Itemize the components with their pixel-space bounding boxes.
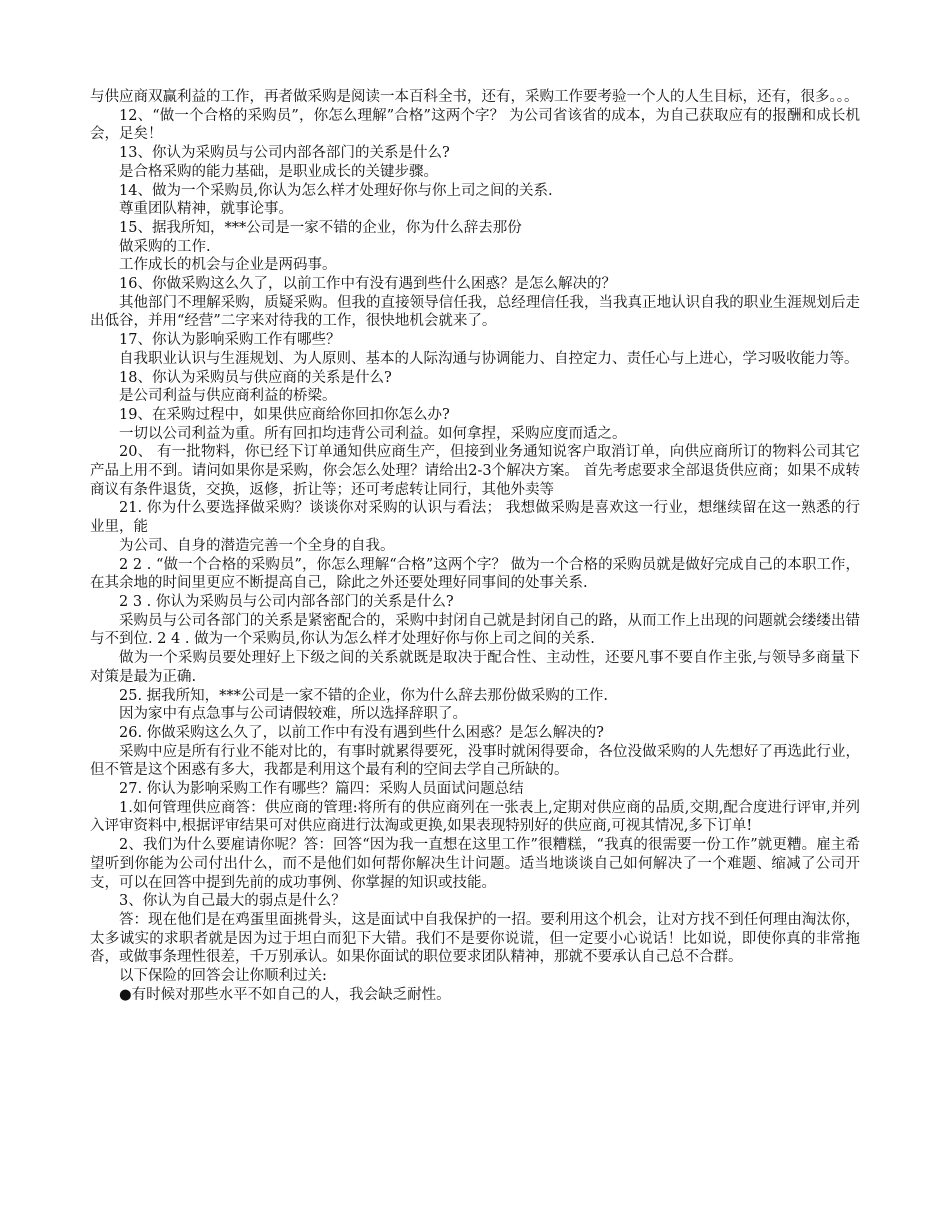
paragraph: 做采购的工作. xyxy=(119,238,211,255)
paragraph: 26. 你做采购这么久了，以前工作中有没有遇到些什么困惑？是怎么解决的? xyxy=(119,724,604,741)
paragraph: 17、你认为影响采购工作有哪些？ xyxy=(119,332,341,349)
paragraph: 答：现在他们是在鸡蛋里面挑骨头，这是面试中自我保护的一招。要利用这个机会，让对方找不到任何理由淘汰你，太多诚实的求职者就是因为过于坦白而犯下大错。我们不是要你说谎，但一定要小心说话！比如说，即使你真的非常拖沓，或做事条理性很差，千万别承认。如果你面试的职位要求团队精神，那就不要承认自己总不合群。 xyxy=(90,911,860,966)
paragraph: 19、在采购过程中，如果供应商给你回扣你怎么办? xyxy=(119,406,450,423)
paragraph: 14、做为一个采购员,你认为怎么样才处理好你与你上司之间的关系. xyxy=(119,182,553,199)
paragraph: 18、你认为采购员与供应商的关系是什么? xyxy=(119,369,392,386)
paragraph: 3、你认为自己最大的弱点是什么？ xyxy=(119,893,346,910)
paragraph: 27. 你认为影响采购工作有哪些？篇四：采购人员面试问题总结 xyxy=(119,781,524,798)
paragraph: 2 3 . 你认为采购员与公司内部各部门的关系是什么? xyxy=(119,593,454,610)
paragraph: 21. 你为什么要选择做采购？谈谈你对采购的认识与看法； 我想做采购是喜欢这一行业，想继续留在这一熟悉的行业里，能 xyxy=(90,500,860,536)
paragraph: 2、我们为什么要雇请你呢？答：回答“因为我一直想在这里工作”很糟糕，“我真的很需要一份工作”就更糟。雇主希望听到你能为公司付出什么，而不是他们如何帮你解决生计问题。适当地谈谈自己如何解决了一个难题、缩减了公司开支，可以在回答中提到先前的成功事例、你掌握的知识或技能。 xyxy=(90,837,860,891)
paragraph: 自我职业认识与生涯规划、为人原则、基本的人际沟通与协调能力、自控定力、责任心与上进心，学习吸收能力等。 xyxy=(119,350,859,367)
paragraph: 做为一个采购员要处理好上下级之间的关系就既是取决于配合性、主动性，还要凡事不要自作主张,与领导多商量下对策是最为正确. xyxy=(90,650,860,685)
paragraph: 是公司利益与供应商利益的桥梁。 xyxy=(119,388,337,405)
paragraph: 16、你做采购这么久了，以前工作中有没有遇到些什么困惑？是怎么解决的？ xyxy=(119,276,616,293)
paragraph: 其他部门不理解采购，质疑采购。但我的直接领导信任我，总经理信任我，当我真正地认识自我的职业生涯规划后走出低谷，并用“经营”二字来对待我的工作，很快地机会就来了。 xyxy=(90,294,860,330)
paragraph: 25. 据我所知，***公司是一家不错的企业，你为什么辞去那份做采购的工作. xyxy=(119,687,609,704)
paragraph: 工作成长的机会与企业是两码事。 xyxy=(119,257,337,274)
paragraph: 是合格采购的能力基础，是职业成长的关键步骤。 xyxy=(119,163,438,180)
paragraph: 尊重团队精神，就事论事。 xyxy=(119,201,293,218)
paragraph: 与供应商双赢利益的工作，再者做采购是阅读一本百科全书，还有，采购工作要考验一个人的人生目标，还有，很多。。。 xyxy=(90,89,859,105)
paragraph: 采购员与公司各部门的关系是紧密配合的，采购中封闭自己就是封闭自己的路，从而工作上出现的问题就会缕缕出错与不到位. 2 4 . 做为一个采购员,你认为怎么样才处理好你与你上司之间的关系. xyxy=(90,612,860,648)
paragraph: 以下保险的回答会让你顺利过关: xyxy=(119,968,327,985)
paragraph: 为公司、自身的潜造完善一个全身的自我。 xyxy=(119,537,395,554)
paragraph: 2 2 . “做一个合格的采购员”，你怎么理解“合格”这两个字？ 做为一个合格的采购员就是做好完成自己的本职工作，在其余地的时间里更应不断提高自己，除此之外还要处理好同事间的处事关系. xyxy=(90,556,860,592)
paragraph: 一切以公司利益为重。所有回扣均违背公司利益。如何拿捏，采购应度而适之。 xyxy=(119,425,627,442)
paragraph: 20、 有一批物料，你已经下订单通知供应商生产，但接到业务通知说客户取消订单，向供应商所订的物料公司其它产品上用不到。请问如果你是采购，你会怎么处理？请给出2-3个解决方案。 首先考虑要求全部退货供应商；如果不成转商议有条件退货，交换，返修，折让等；还可考虑转让同行，其他外卖等 xyxy=(90,444,860,498)
paragraph: 12、“做一个合格的采购员”，你怎么理解”合格”这两个字？ 为公司省该省的成本，为自己获取应有的报酬和成长机会，足矣！ xyxy=(90,107,860,143)
paragraph: 1.如何管理供应商答：供应商的管理:将所有的供应商列在一张表上,定期对供应商的品质,交期,配合度进行评审,并列入评审资料中,根据评审结果可对供应商进行汰淘或更换,如果表现特别好的供应商,可视其情况,多下订单! xyxy=(90,799,860,835)
paragraph: 采购中应是所有行业不能对比的，有事时就累得要死，没事时就闲得要命，各位没做采购的人先想好了再选此行业，但不管是这个困惑有多大，我都是利用这个最有利的空间去学自己所缺的。 xyxy=(90,743,860,779)
paragraph: 13、你认为采购员与公司内部各部门的关系是什么? xyxy=(119,145,450,162)
paragraph: 15、据我所知，***公司是一家不错的企业，你为什么辞去那份 xyxy=(119,219,522,236)
paragraph: 因为家中有点急事与公司请假较难，所以选择辞职了。 xyxy=(119,706,467,723)
paragraph: ●有时候对那些水平不如自己的人，我会缺乏耐性。 xyxy=(119,986,451,1003)
